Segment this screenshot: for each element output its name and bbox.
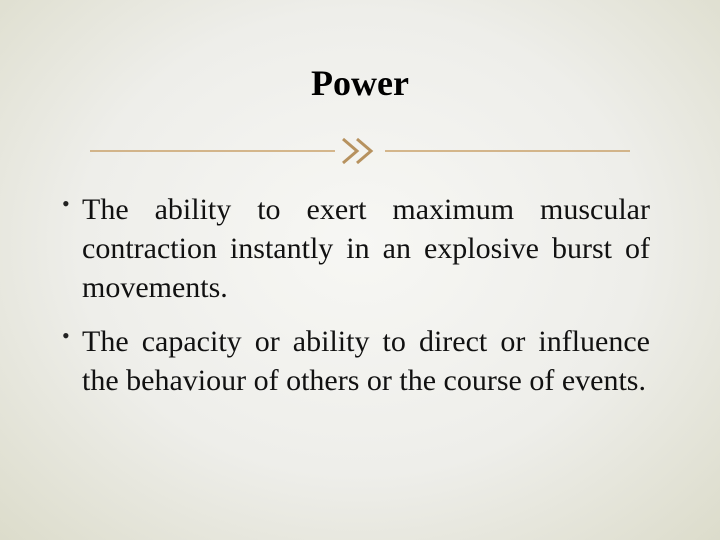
bullet-item [60,190,650,307]
bullet-dot-icon: • [62,191,70,216]
bullet-dot-icon: • [62,323,70,348]
double-chevron-right-icon [343,139,371,163]
bullet-text: The capacity or ability to direct or influence the behaviour of others or the course of events. [82,325,650,397]
bullet-item [60,322,650,400]
title-divider [90,136,630,168]
slide-title: Power [311,63,409,103]
bullet-text: The ability to exert maximum muscular contraction instantly in an explosive burst of movements. [82,193,650,304]
bullet-list [60,190,650,415]
